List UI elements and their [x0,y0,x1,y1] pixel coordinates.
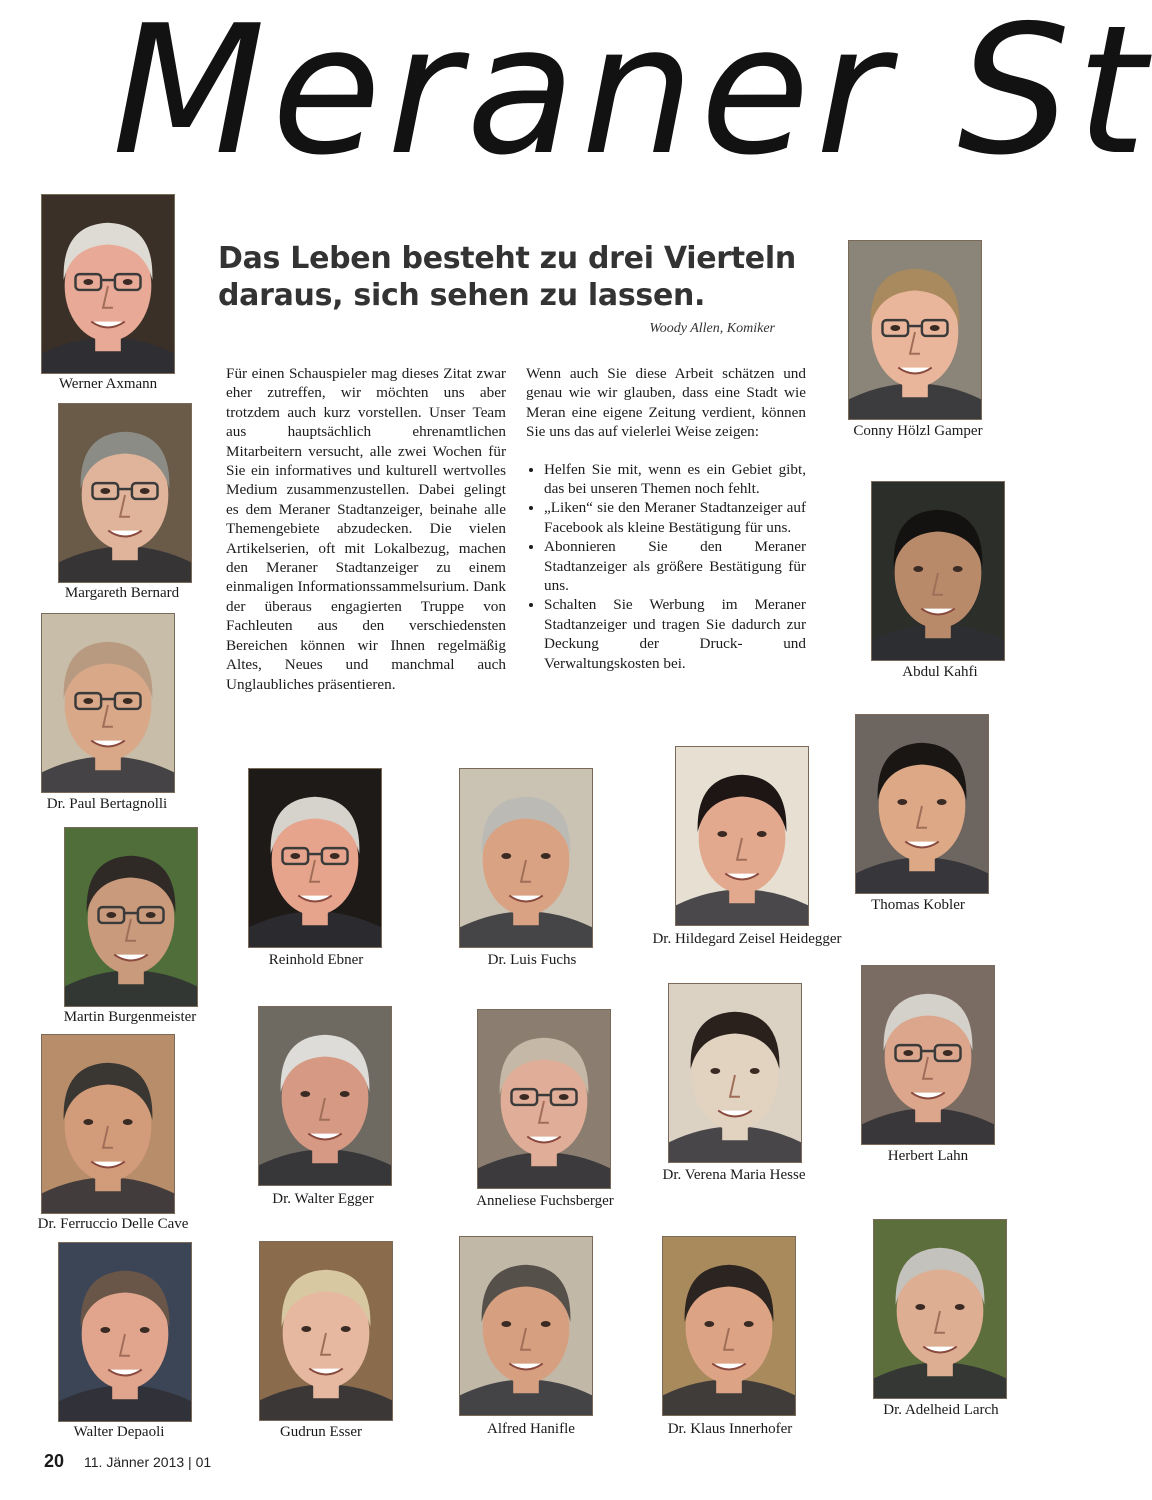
portrait-caption: Dr. Adelheid Larch [883,1402,999,1418]
portrait-illustration [59,404,191,582]
portrait-illustration [42,614,174,792]
portrait-illustration [249,769,381,947]
portrait-photo [871,481,1005,661]
portrait-photo [41,613,175,793]
portrait-illustration [862,966,994,1144]
portrait-caption: Dr. Luis Fuchs [487,952,577,968]
portrait-caption: Dr. Klaus Innerhofer [667,1421,793,1437]
headline: Das Leben besteht zu drei Vierteln daraus, sich sehen zu lassen. [218,241,796,313]
portrait-illustration [663,1237,795,1415]
article-column-left: Für einen Schauspieler mag dieses Zitat zwar eher zutreffen, wir möchten uns aber trotzdem auch kurz vorstellen. Unser Team aus hauptsächlich ehrenamtlichen Mitarbeitern versucht, alle zwei Wochen für Sie ein informatives und kulturell wertvolles Medium zusammenzustellen. Dabei gelingt es dem Meraner Stadtanzeiger, beinahe alle Themengebiete abzudecken. Die vielen Artikelserien, oft mit Lokalbezug, machen den Meraner Stadtanzeiger zu einem einmaligen Informationssammelsurium. Dank der überaus engagierten Truppe von Fachleuten aus den verschiedensten Bereichen können wir Ihnen regelmäßig Altes, Neues und manchmal auch Unglaubliches präsentieren. [226,365,506,693]
portrait-illustration [849,241,981,419]
portrait-caption: Dr. Walter Egger [272,1191,374,1207]
article-column-right [526,364,806,673]
portrait-photo [41,194,175,374]
portrait-photo [58,403,192,583]
portrait-photo [58,1242,192,1422]
portrait-illustration [259,1007,391,1185]
portrait-illustration [669,984,801,1162]
portrait-photo [848,240,982,420]
portrait-caption: Alfred Hanifle [487,1421,575,1437]
portrait-photo [873,1219,1007,1399]
support-list-item: • Helfen Sie mit, wenn es ein Gebiet gibt, das bei unseren Themen noch fehlt. [544,460,806,499]
portrait-illustration [874,1220,1006,1398]
portrait-caption: Reinhold Ebner [268,952,364,968]
page-number: 20 [44,1451,65,1471]
portrait-caption: Walter Depaoli [73,1424,165,1440]
portrait-caption: Gudrun Esser [279,1424,363,1440]
portrait-illustration [872,482,1004,660]
portrait-illustration [42,1035,174,1213]
portrait-caption: Anneliese Fuchsberger [476,1193,614,1209]
portrait-caption: Dr. Paul Bertagnolli [46,796,168,812]
portrait-caption: Margareth Bernard [64,585,180,601]
masthead-title: Meraner St [112,0,1152,194]
portrait-caption: Martin Burgenmeister [63,1009,197,1025]
portrait-caption: Herbert Lahn [887,1148,969,1164]
support-list-item: • Abonnieren Sie den Meraner Stadtanzeiger als größere Bestätigung für uns. [544,537,806,595]
article-intro: Wenn auch Sie diese Arbeit schätzen und genau wie wir glauben, dass eine Stadt wie Meran eine eigene Zeitung verdient, können Sie uns das auf vielerlei Weise zeigen: [526,365,806,441]
support-list-item: • „Liken“ sie den Meraner Stadtanzeiger auf Facebook als kleine Bestätigung für uns. [544,498,806,537]
portrait-illustration [42,195,174,373]
issue-date: 11. Jänner 2013 | 01 [84,1454,212,1470]
portrait-caption: Thomas Kobler [871,897,965,913]
portrait-illustration [65,828,197,1006]
portrait-illustration [260,1242,392,1420]
portrait-photo [668,983,802,1163]
portrait-caption: Conny Hölzl Gamper [853,423,983,439]
portrait-photo [675,746,809,926]
portrait-illustration [460,769,592,947]
portrait-caption: Dr. Ferruccio Delle Cave [37,1216,189,1232]
portrait-caption: Dr. Verena Maria Hesse [662,1167,806,1183]
support-list-item: • Schalten Sie Werbung im Meraner Stadtanzeiger und tragen Sie dadurch zur Deckung der Druck- und Verwaltungskosten bei. [544,595,806,673]
portrait-caption: Abdul Kahfi [902,664,978,680]
portrait-caption: Werner Axmann [58,376,158,392]
portrait-photo [64,827,198,1007]
portrait-illustration [460,1237,592,1415]
portrait-illustration [856,715,988,893]
portrait-photo [855,714,989,894]
portrait-photo [258,1006,392,1186]
quote-author: Woody Allen, Komiker [649,321,775,336]
portrait-illustration [59,1243,191,1421]
portrait-photo [477,1009,611,1189]
portrait-photo [41,1034,175,1214]
portrait-photo [459,1236,593,1416]
portrait-photo [861,965,995,1145]
portrait-photo [248,768,382,948]
portrait-caption: Dr. Hildegard Zeisel Heidegger [652,931,842,947]
support-list [526,460,806,673]
portrait-illustration [478,1010,610,1188]
portrait-photo [662,1236,796,1416]
portrait-photo [459,768,593,948]
portrait-photo [259,1241,393,1421]
portrait-illustration [676,747,808,925]
